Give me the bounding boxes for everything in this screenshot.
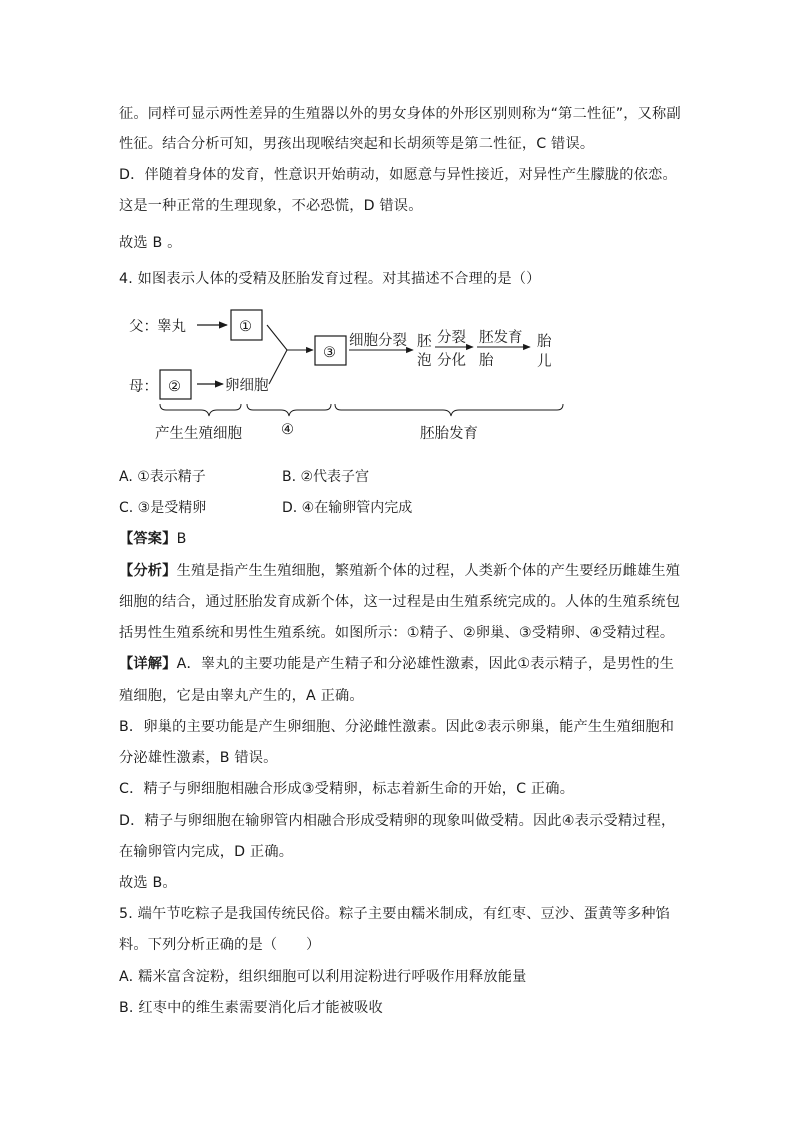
brace-2	[247, 404, 331, 416]
box-3-label: ③	[323, 345, 336, 361]
father-label: 父：	[129, 319, 158, 335]
blastocyst-label-2: 泡	[417, 353, 432, 369]
brace-3-label: 胚胎发育	[420, 426, 478, 442]
detail-line: 分泌雄性激素，B 错误。	[119, 750, 278, 766]
brace-1	[160, 404, 241, 416]
analysis-text: 生殖是指产生生殖细胞，繁殖新个体的过程，人类新个体的产生要经历雌雄生殖	[176, 563, 681, 579]
brace-3	[335, 404, 563, 416]
detail-tag: 【详解】	[119, 656, 177, 672]
option-c[interactable]: C. ③是受精卵	[119, 500, 207, 516]
brace-1-label: 产生生殖细胞	[155, 426, 242, 442]
option-d[interactable]: D. ④在输卵管内完成	[282, 500, 413, 516]
detail-line: 故选 B。	[119, 875, 177, 891]
fetus-label-1: 胎	[537, 334, 552, 350]
analysis-line: 细胞的结合，通过胚胎发育成新个体，这一过程是由生殖系统完成的。人体的生殖系统包	[119, 594, 681, 610]
paragraph-line: 这是一种正常的生理现象，不必恐慌，D 错误。	[119, 198, 423, 214]
detail-line: B．卵巢的主要功能是产生卵细胞、分泌雌性激素。因此②表示卵巢，能产生生殖细胞和	[119, 719, 675, 735]
paragraph-line: 性征。结合分析可知，男孩出现喉结突起和长胡须等是第二性征，C 错误。	[119, 136, 595, 152]
analysis-tag: 【分析】	[119, 563, 177, 579]
paragraph-line: D．伴随着身体的发育，性意识开始萌动，如愿意与异性接近，对异性产生朦胧的依恋。	[119, 167, 677, 183]
testis-label: 睾丸	[157, 319, 186, 335]
box-2-label: ②	[168, 379, 181, 395]
blastocyst-label-1: 胚	[417, 334, 432, 350]
detail-line	[119, 654, 674, 674]
mother-label: 母：	[129, 379, 158, 395]
analysis-line: 括男性生殖系统和男性生殖系统。如图所示：①精子、②卵巢、③受精卵、④受精过程。	[119, 625, 675, 641]
answer-tag: 【答案】	[119, 531, 177, 547]
detail-line: 殖细胞，它是由睾丸产生的，A 正确。	[119, 688, 364, 704]
differentiation-label: 分化	[437, 353, 466, 369]
question-5-option-a[interactable]: A. 糯米富含淀粉，组织细胞可以利用淀粉进行呼吸作用释放能量	[119, 969, 527, 985]
detail-line: D．精子与卵细胞在输卵管内相融合形成受精卵的现象叫做受精。因此④表示受精过程，	[119, 813, 676, 829]
cell-division-label: 细胞分裂	[349, 333, 407, 349]
analysis-line	[119, 561, 680, 581]
paragraph-line: 故选 B 。	[119, 235, 182, 251]
option-b[interactable]: B. ②代表子宫	[282, 469, 370, 485]
paragraph-line: 征。同样可显示两性差异的生殖器以外的男女身体的外形区别则称为“第二性征”，又称副	[119, 106, 681, 122]
answer-value: B	[176, 531, 187, 547]
fetus-label-2: 儿	[537, 354, 552, 370]
question-5-option-b[interactable]: B. 红枣中的维生素需要消化后才能被吸收	[119, 1000, 383, 1016]
box-1-label: ①	[239, 319, 252, 335]
fertilization-diagram	[119, 300, 579, 450]
question-4-stem: 4. 如图表示人体的受精及胚胎发育过程。对其描述不合理的是（）	[119, 271, 541, 287]
brace-2-label: ④	[281, 422, 294, 438]
detail-line: 在输卵管内完成，D 正确。	[119, 844, 294, 860]
egg-cell-label: 卵细胞	[225, 378, 269, 394]
question-5-stem: 5. 端午节吃粽子是我国传统民俗。粽子主要由糯米制成，有红枣、豆沙、蛋黄等多种馅	[119, 906, 670, 922]
detail-line: C．精子与卵细胞相融合形成③受精卵，标志着新生命的开始，C 正确。	[119, 781, 575, 797]
option-a[interactable]: A. ①表示精子	[119, 469, 206, 485]
answer-line	[119, 529, 187, 549]
embryo-label: 胎	[479, 353, 494, 369]
embryo-development-label: 胚发育	[479, 330, 523, 346]
split-label: 分裂	[437, 330, 466, 346]
detail-text: A．睾丸的主要功能是产生精子和分泌雄性激素，因此①表示精子，是男性的生	[176, 656, 675, 672]
question-5-stem: 料。下列分析正确的是（ ）	[119, 937, 321, 953]
